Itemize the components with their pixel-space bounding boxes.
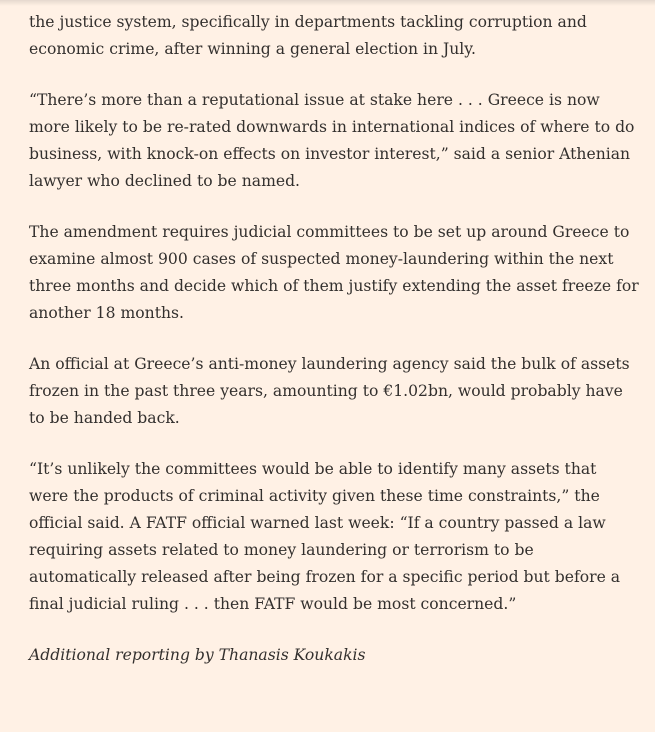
top-edge-shadow <box>0 0 655 6</box>
article-body <box>29 9 639 693</box>
reporting-credit: Additional reporting by Thanasis Koukakis <box>29 646 366 664</box>
article-paragraph: “There’s more than a reputational issue at stake here . . . Greece is now more likely to be re-rated downwards in international indices of where to do business, with knock-on effects on investor interest,” said a senior Athenian lawyer who declined to be named. <box>29 91 635 190</box>
article-paragraph: The amendment requires judicial committees to be set up around Greece to examine almost 900 cases of suspected money-laundering within the next three months and decide which of them justify extending the asset freeze for another 18 months. <box>29 223 639 322</box>
article-paragraph: “It’s unlikely the committees would be able to identify many assets that were the products of criminal activity given these time constraints,” the official said. A FATF official warned last week: “If a country passed a law requiring assets related to money laundering or terrorism to be automatically released after being frozen for a specific period but before a final judicial ruling . . . then FATF would be most concerned.” <box>29 460 621 613</box>
article-paragraph: An official at Greece’s anti-money laundering agency said the bulk of assets frozen in the past three years, amounting to €1.02bn, would probably have to be handed back. <box>29 355 630 427</box>
article-paragraph: the justice system, specifically in departments tackling corruption and economic crime, after winning a general election in July. <box>29 13 587 58</box>
